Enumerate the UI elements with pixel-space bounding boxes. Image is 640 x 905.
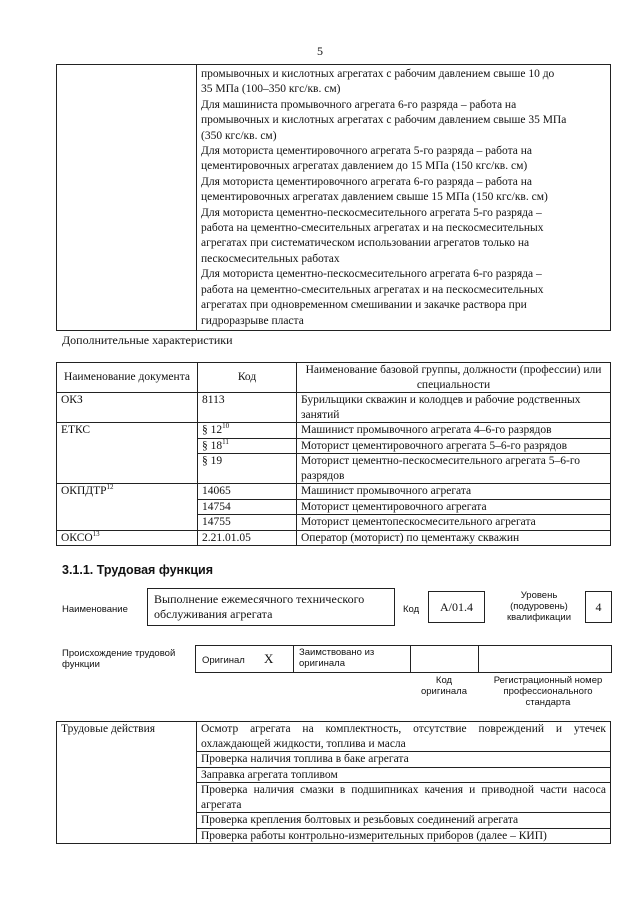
document-cell	[57, 423, 198, 484]
function-name-value: Выполнение ежемесячного технического обслуживания агрегата	[154, 592, 365, 621]
original-label: Оригинал	[202, 655, 245, 666]
additional-characteristics-heading: Дополнительные характеристики	[62, 333, 233, 347]
document-cell	[57, 484, 198, 531]
table-row	[57, 530, 611, 546]
group-name-cell: Машинист промывочного агрегата 4–6-го разрядов	[297, 423, 611, 439]
footnote-ref: 10	[222, 422, 230, 431]
level-label: Уровень (подуровень) квалификации	[506, 590, 572, 623]
group-name-cell: Моторист цементировочного агрегата 5–6-го разрядов	[297, 438, 611, 454]
code-value: 14754	[202, 500, 231, 513]
code-cell	[198, 454, 297, 484]
actions-label-cell: Трудовые действия	[57, 722, 197, 844]
requirement-line: Для моториста цементно-пескосмесительного агрегата 6-го разряда –	[201, 268, 542, 281]
code-cell	[198, 393, 297, 423]
group-name-cell: Бурильщики скважин и колодцев и рабочие родственных занятий	[297, 393, 611, 423]
code-value: 14755	[202, 516, 231, 528]
requirement-line: (350 кгс/кв. см)	[201, 129, 277, 142]
characteristics-table	[56, 362, 611, 546]
group-name-cell: Машинист промывочного агрегата	[297, 484, 611, 500]
function-heading: 3.1.1. Трудовая функция	[62, 563, 214, 577]
labor-actions-table	[56, 721, 611, 844]
requirement-line: агрегатах при систематическом использовании агрегатов только на	[201, 237, 530, 250]
page-number: 5	[317, 44, 323, 58]
footnote-ref: 13	[92, 529, 100, 538]
document-name: ЕТКС	[61, 424, 91, 436]
footnote-ref: 12	[106, 483, 114, 492]
code-cell	[198, 438, 297, 454]
requirement-line: цементировочных агрегатах давлением до 15 МПа (150 кгс/кв. см)	[201, 160, 528, 173]
code-value: 2.21.01.05	[202, 531, 251, 544]
code-cell	[198, 515, 297, 531]
requirement-line: Для моториста цементно-пескосмесительного агрегата 5-го разряда –	[201, 206, 542, 219]
header-document: Наименование документа	[57, 363, 198, 393]
origin-divider-1	[293, 645, 294, 673]
reg-number-label: Регистрационный номер профессионального стандарта	[493, 675, 603, 708]
requirement-line: агрегатах при одновременном смешивании и закачке раствора при	[201, 299, 527, 312]
action-item: Проверка крепления болтовых и резьбовых соединений агрегата	[197, 813, 611, 829]
action-item: Осмотр агрегата на комплектность, отсутствие повреждений и утечек охлаждающей жидкости, топлива и масла	[197, 722, 611, 752]
borrowed-label: Заимствовано из оригинала	[299, 647, 375, 669]
requirement-line: Для машиниста промывочного агрегата 6-го разряда – работа на	[201, 98, 517, 111]
header-code: Код	[198, 363, 297, 393]
code-original-label: Код оригинала	[420, 675, 467, 697]
document-cell	[57, 393, 198, 423]
table-row	[57, 393, 611, 423]
document-cell	[57, 530, 198, 546]
code-value: § 12	[202, 424, 223, 436]
origin-divider-2	[410, 645, 411, 673]
empty-label-cell	[57, 65, 197, 331]
action-item: Заправка агрегата топливом	[197, 767, 611, 783]
document-name: ОКЗ	[61, 394, 83, 406]
header-group-name: Наименование базовой группы, должности (профессии) или специальности	[297, 363, 611, 393]
code-value: § 19	[202, 455, 223, 467]
requirement-line: цементировочных агрегатах давлением свыше 15 МПа (150 кгс/кв. см)	[201, 191, 548, 204]
original-mark: X	[264, 651, 274, 666]
code-cell	[198, 484, 297, 500]
table-row	[57, 484, 611, 500]
group-name-cell: Моторист цементировочного агрегата	[297, 499, 611, 515]
code-value: § 18	[202, 439, 223, 452]
function-name-box	[147, 588, 395, 626]
group-name-cell: Моторист цементно-пескосмесительного агрегата 5–6-го разрядов	[297, 454, 611, 484]
document-name: ОКПДТР	[61, 485, 107, 497]
code-label: Код	[403, 604, 420, 615]
action-item: Проверка работы контрольно-измерительных приборов (далее – КИП)	[197, 828, 611, 844]
requirements-text-cell	[197, 65, 611, 331]
code-value: 14065	[202, 485, 231, 497]
requirement-line: Для моториста цементировочного агрегата 5-го разряда – работа на	[201, 145, 533, 158]
code-value: 8113	[202, 394, 225, 406]
level-value-box: 4	[585, 591, 612, 623]
requirement-line: промывочных и кислотных агрегатах с рабочим давлением свыше 35 МПа	[201, 114, 567, 127]
requirement-line: гидроразрыве пласта	[201, 314, 304, 327]
code-cell	[198, 423, 297, 439]
group-name-cell: Моторист цементопескосмесительного агрегата	[297, 515, 611, 531]
requirement-line: 35 МПа (100–350 кгс/кв. см)	[201, 83, 341, 96]
requirement-line: работа на цементно-смесительных агрегатах и на пескосмесительных	[201, 222, 544, 235]
footnote-ref: 11	[222, 437, 229, 446]
origin-divider-3	[478, 645, 479, 673]
table-row	[57, 423, 611, 439]
origin-label: Происхождение трудовой функции	[62, 648, 176, 670]
action-item: Проверка наличия смазки в подшипниках качения и приводной части насоса агрегата	[197, 783, 611, 813]
code-cell	[198, 530, 297, 546]
code-cell	[198, 499, 297, 515]
group-name-cell: Оператор (моторист) по цементажу скважин	[297, 530, 611, 546]
requirement-line: промывочных и кислотных агрегатах с рабочим давлением свыше 10 до	[201, 68, 555, 80]
requirement-line: пескосмесительных работах	[201, 252, 340, 265]
code-value-box: А/01.4	[428, 591, 485, 623]
requirement-line: работа на цементно-смесительных агрегатах и на пескосмесительных	[201, 283, 544, 296]
table-row	[57, 722, 611, 752]
document-name: ОКСО	[61, 531, 93, 544]
requirements-continuation-table	[56, 64, 611, 331]
requirement-line: Для моториста цементировочного агрегата 6-го разряда – работа на	[201, 175, 533, 188]
name-label: Наименование	[62, 604, 128, 615]
action-item: Проверка наличия топлива в баке агрегата	[197, 752, 611, 768]
